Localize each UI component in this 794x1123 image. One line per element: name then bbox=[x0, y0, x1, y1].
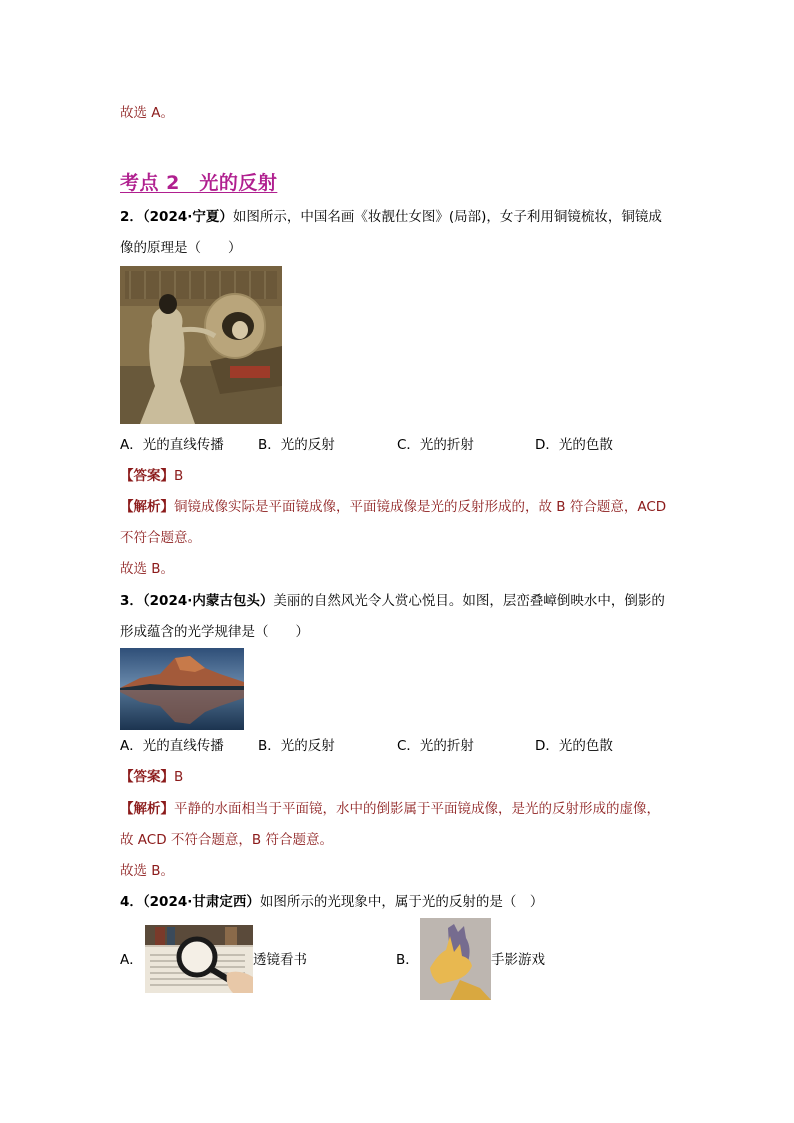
question-number: 4． bbox=[120, 894, 143, 910]
q2-conclusion: 故选 B。 bbox=[120, 561, 175, 577]
question-number: 2． bbox=[120, 209, 143, 225]
q3-option-a: A．光的直线传播 bbox=[120, 738, 224, 754]
analysis-label: 【解析】 bbox=[120, 499, 174, 515]
q3-option-d: D．光的色散 bbox=[535, 738, 613, 754]
q2-option-c: C．光的折射 bbox=[397, 437, 474, 453]
q2-option-a: A．光的直线传播 bbox=[120, 437, 224, 453]
question-source: （2024·内蒙古包头） bbox=[142, 593, 274, 609]
analysis-text: 平静的水面相当于平面镜，水中的倒影属于平面镜成像，是光的反射形成的虚像， bbox=[174, 801, 660, 817]
q1-conclusion: 故选 A。 bbox=[120, 105, 175, 121]
mountain-reflection-image bbox=[120, 648, 244, 730]
question-3-stem-line2: 形成蕴含的光学规律是（ ） bbox=[120, 624, 309, 640]
hand-shadow-image bbox=[420, 918, 491, 1000]
q4-option-a-label: A． bbox=[120, 952, 143, 968]
answer-value: B bbox=[174, 769, 184, 785]
question-2-stem-line1 bbox=[120, 207, 662, 227]
q3-conclusion: 故选 B。 bbox=[120, 863, 175, 879]
q3-option-b: B．光的反射 bbox=[258, 738, 335, 754]
question-text: 如图所示的光现象中，属于光的反射的是（ ） bbox=[259, 894, 544, 910]
analysis-text: 铜镜成像实际是平面镜成像，平面镜成像是光的反射形成的，故 B 符合题意，ACD bbox=[174, 499, 667, 515]
question-text: 美丽的自然风光令人赏心悦目。如图，层峦叠嶂倒映水中，倒影的 bbox=[273, 593, 665, 609]
magnifier-book-image bbox=[145, 925, 253, 993]
q3-option-c: C．光的折射 bbox=[397, 738, 474, 754]
painting-image bbox=[120, 266, 282, 424]
q2-analysis-line2: 不符合题意。 bbox=[120, 530, 201, 546]
analysis-label: 【解析】 bbox=[120, 801, 174, 817]
question-4-stem bbox=[120, 892, 543, 912]
q2-option-b: B．光的反射 bbox=[258, 437, 335, 453]
q2-option-d: D．光的色散 bbox=[535, 437, 613, 453]
q3-answer bbox=[120, 767, 183, 787]
q2-analysis-line1 bbox=[120, 497, 666, 517]
q2-answer bbox=[120, 466, 183, 486]
q3-analysis-line2: 故 ACD 不符合题意，B 符合题意。 bbox=[120, 832, 333, 848]
section-heading: 考点 2 光的反射 bbox=[120, 172, 278, 194]
question-number: 3． bbox=[120, 593, 143, 609]
question-source: （2024·宁夏） bbox=[142, 209, 233, 225]
q4-option-a-text: 透镜看书 bbox=[253, 952, 307, 968]
q3-analysis-line1 bbox=[120, 799, 660, 819]
question-3-stem-line1 bbox=[120, 591, 665, 611]
q4-option-b-text: 手影游戏 bbox=[491, 952, 545, 968]
question-2-stem-line2: 像的原理是（ ） bbox=[120, 240, 242, 256]
question-source: （2024·甘肃定西） bbox=[142, 894, 260, 910]
answer-label: 【答案】 bbox=[120, 468, 174, 484]
question-text: 如图所示，中国名画《妆靓仕女图》(局部)，女子利用铜镜梳妆，铜镜成 bbox=[232, 209, 662, 225]
q4-option-b-label: B． bbox=[396, 952, 419, 968]
answer-value: B bbox=[174, 468, 184, 484]
answer-label: 【答案】 bbox=[120, 769, 174, 785]
